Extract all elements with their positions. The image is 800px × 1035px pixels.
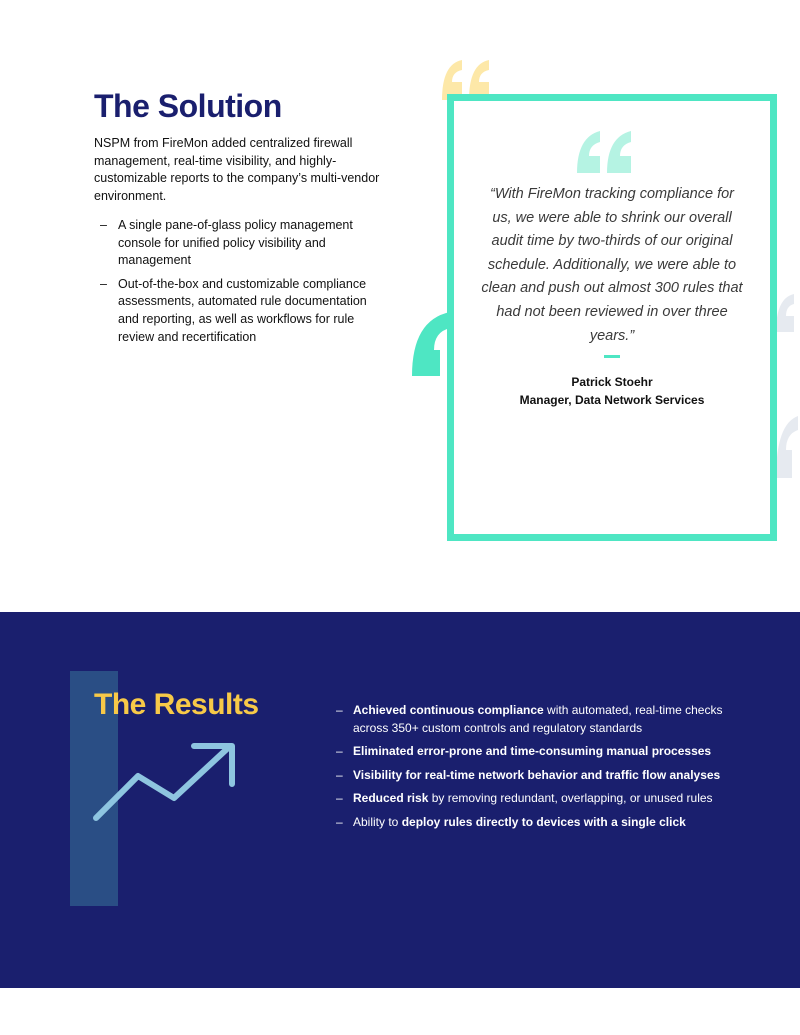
testimonial-quote: “With FireMon tracking compliance for us, we were able to shrink our overall audit time by two-thirds of our original schedule. Additionally, we were able to clean and push out almost 300 rules that had not been reviewed in over three years.” (481, 186, 743, 344)
dash-marker: – (100, 276, 107, 291)
results-title: The Results (94, 688, 259, 721)
mint-quote-mark-icon (575, 129, 633, 173)
solution-intro: NSPM from FireMon added centralized firewall management, real-time visibility, and highly-customizable reports to the company’s multi-vendor environment. (94, 136, 380, 203)
dash-marker: – (336, 744, 343, 758)
solution-title: The Solution (94, 88, 282, 124)
result-item: – Eliminated error-prone and time-consuming manual processes (336, 743, 756, 761)
solution-bullet-list (94, 217, 384, 352)
author-name: Patrick Stoehr (571, 375, 653, 389)
dash-marker: – (100, 218, 107, 232)
author-title: Manager, Data Network Services (519, 392, 705, 407)
dash-marker: – (336, 703, 343, 717)
quote-divider (604, 355, 620, 358)
results-section (0, 612, 800, 988)
result-item: – Achieved continuous compliance with automated, real-time checks across 350+ custom controls and regulatory standards (336, 703, 723, 735)
solution-bullet: – Out-of-the-box and customizable compliance assessments, automated rule documentation and reporting, as well as workflows for rule review and recertification (100, 276, 367, 344)
results-list (336, 702, 756, 837)
grey-quote-mark-icon (774, 292, 800, 332)
dash-marker: – (336, 814, 343, 829)
teal-quote-mark-icon (410, 310, 452, 376)
result-item: – Visibility for real-time network behavior and traffic flow analyses (336, 767, 756, 785)
dash-marker: – (336, 791, 343, 805)
quote-attribution (481, 374, 743, 409)
result-item: – Ability to deploy rules directly to devices with a single click (336, 814, 756, 832)
dash-marker: – (336, 767, 343, 782)
trend-up-arrow-icon (90, 728, 240, 828)
solution-bullet: – A single pane-of-glass policy management console for unified policy visibility and management (100, 218, 353, 268)
result-item: – Reduced risk by removing redundant, overlapping, or unused rules (336, 790, 756, 808)
